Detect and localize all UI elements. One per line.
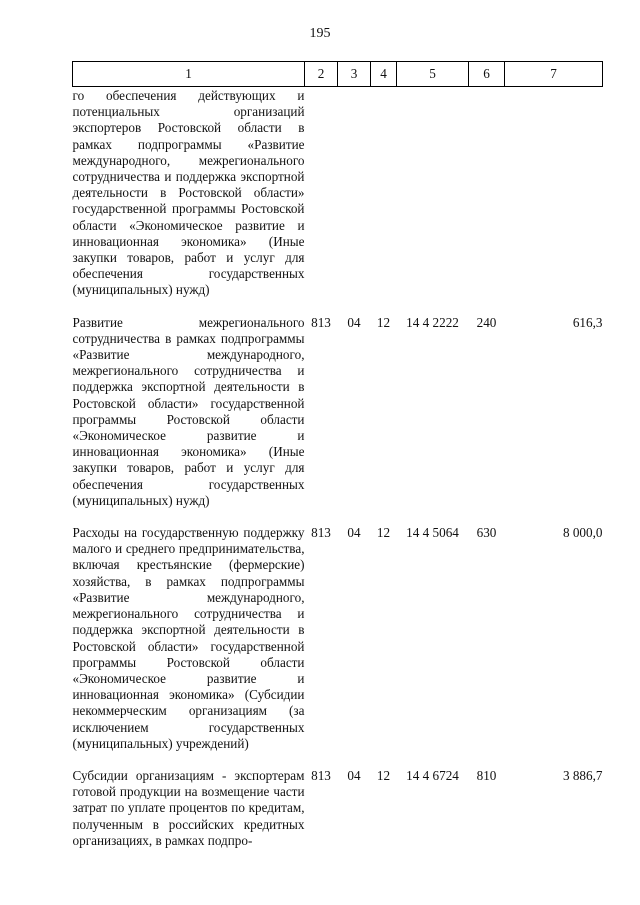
table-header-row (73, 62, 603, 87)
row-description: го обеспечения действующих и потенциальных организаций экспортеров Ростовской области в рамках подпрограммы «Развитие международного, межрегионального сотрудничества и поддержка экспортной деятельности в Ростовской области» государственной программы Ростовской области «Экономическое развитие и инновационная экономика» (Иные закупки товаров, работ и услуг для обеспечения государственных (муниципальных) нужд) (72, 88, 305, 298)
column-header: 1 (73, 62, 305, 87)
row-description: Расходы на государственную поддержку малого и среднего предпринимательства, включая крестьянские (фермерские) хозяйства, в рамках подпрограммы «Развитие международного, межрегионального сотрудничества и поддержка экспортной деятельности в Ростовской области» государственной программы Ростовской области «Экономическое развитие и инновационная экономика» (Субсидии некоммерческим организациям (за исключением государственных (муниципальных) учреждений) (72, 525, 305, 751)
column-header: 7 (505, 62, 603, 87)
cell-expense-type: 630 (476, 525, 497, 541)
cell-section: 04 (347, 767, 361, 783)
cell-expense-type (469, 87, 505, 299)
table-row (73, 768, 603, 849)
cell-target-article: 14 4 2222 (406, 314, 459, 330)
cell-code: 813 (311, 314, 331, 330)
row-description: Субсидии организациям - экспортерам готовой продукции на возмещение части затрат по уплате процентов по кредитам, полученным в российских кредитных организациях, в рамках подпро- (72, 767, 305, 848)
table-row (73, 525, 603, 752)
column-header: 3 (338, 62, 371, 87)
cell-amount: 8 000,0 (562, 525, 603, 541)
cell-subsection: 12 (376, 525, 391, 541)
table-row (73, 87, 603, 299)
cell-subsection: 12 (376, 314, 391, 330)
cell-subsection (371, 87, 397, 299)
cell-section: 04 (347, 525, 361, 541)
cell-code: 813 (311, 525, 331, 541)
column-header: 4 (371, 62, 397, 87)
cell-section (338, 87, 371, 299)
table-row (73, 315, 603, 509)
cell-code: 813 (311, 767, 331, 783)
cell-expense-type: 810 (476, 767, 497, 783)
cell-target-article: 14 4 6724 (406, 767, 459, 783)
cell-subsection: 12 (376, 767, 391, 783)
cell-amount: 616,3 (572, 314, 603, 330)
column-header: 5 (397, 62, 469, 87)
cell-expense-type: 240 (476, 314, 497, 330)
cell-target-article (397, 87, 469, 299)
page-number: 195 (309, 26, 331, 41)
column-header: 2 (305, 62, 338, 87)
column-header: 6 (469, 62, 505, 87)
budget-table (72, 61, 603, 849)
cell-section: 04 (347, 314, 361, 330)
cell-target-article: 14 4 5064 (406, 525, 459, 541)
cell-amount: 3 886,7 (562, 767, 603, 783)
cell-amount (505, 87, 603, 299)
cell-code (305, 87, 338, 299)
row-description: Развитие межрегионального сотрудничества в рамках подпрограммы «Развитие международного, межрегионального сотрудничества и поддержка экспортной деятельности в Ростовской области» государственной программы Ростовской области «Экономическое развитие и инновационная экономика» (Иные закупки товаров, работ и услуг для обеспечения государственных (муниципальных) нужд) (72, 314, 305, 508)
